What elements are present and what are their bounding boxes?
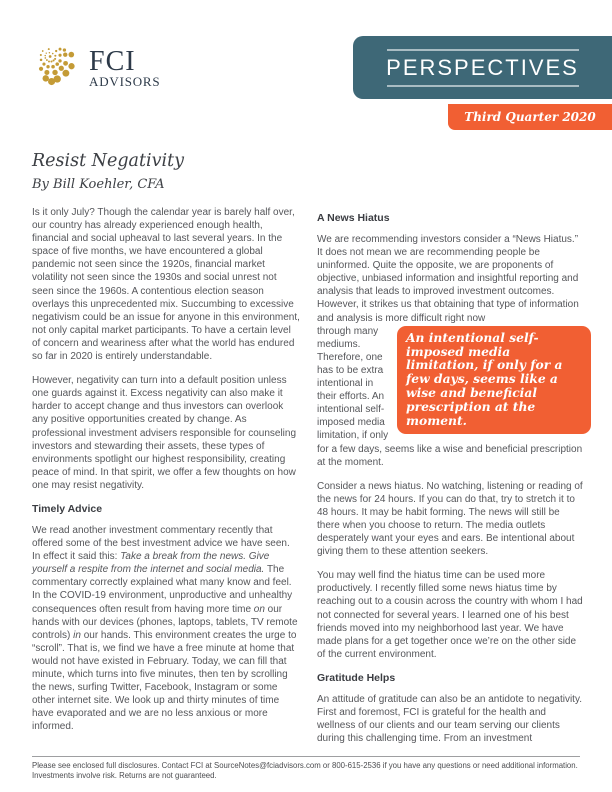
quarter-tag xyxy=(448,104,612,130)
quarter-tag-label: Third Quarter 2020 xyxy=(464,110,596,124)
pull-quote: An intentional self-imposed media limitation, if only for a few days, seems like a wise and beneficial prescription at the moment. xyxy=(397,326,591,434)
logo-text xyxy=(89,46,161,89)
text: The commentary correctly explained what many know and feel. In the COVID-19 environment, unproductive and unhealthy consequences often result from having more time xyxy=(32,564,293,615)
fci-globe-icon xyxy=(36,45,82,93)
text: An attitude of gratitude can also be an antidote to negativity. First and foremost, FCI is grateful for the health and wellness of our clients and our team serving our clients during this challenging time. From an investment xyxy=(317,693,582,745)
paragraph: We are recommending investors consider a “News Hiatus.” It does not mean we are recommending people be uninformed. Quite the opposite, we are proponents of objective, unbiased information and insightful reporting and analysis that leads to improved investment outcomes. However, it strikes us that obtaining that type of information and analysis is more difficult right now xyxy=(317,234,579,324)
paragraph xyxy=(32,206,300,363)
logo-acronym: FCI xyxy=(89,46,136,77)
paragraph-with-pullquote: An intentional self-imposed media limitation, if only for a few days, seems like a wise and beneficial prescription at the moment. through many mediums. Therefore, one has to be extra intentional in their efforts. An intentional self-imposed media limitation, if only for a few days, seems like a wise and beneficial prescription at the moment. xyxy=(317,325,585,469)
left-column xyxy=(32,206,300,756)
text: However, negativity can turn into a default position unless one guards against it. Excess negativity can also make it harder to accept change and thus investors can overlook any positive opportunities created by change. As professional investment advisers responsible for counseling investors and stewarding their assets, these types of environments spotlight our highest responsibility, creating peace of mind. In that spirit, we offer a few thoughts on how one may resist negativity. xyxy=(32,375,297,491)
logo-name: ADVISORS xyxy=(89,74,161,89)
article-body xyxy=(32,206,585,756)
banner-title: PERSPECTIVES xyxy=(386,54,579,80)
footer-divider xyxy=(32,756,580,757)
italic-text: on xyxy=(253,603,265,615)
text: You may well find the hiatus time can be used more productively. I recently filled some news hiatus time by reaching out to a cousin across the country with whom I had not connected for several years. I learned one of his best friends moved into my neighborhood last year. We have made plans for a get together once we’re on the other side of the current environment. xyxy=(317,570,583,660)
section-heading: Gratitude Helps xyxy=(317,671,396,684)
fci-logo xyxy=(36,45,160,93)
section-heading: Timely Advice xyxy=(32,502,103,515)
paragraph xyxy=(317,693,585,745)
italic-text: in xyxy=(73,629,81,641)
footer-line-2: Investments involve risk. Returns are not guaranteed. xyxy=(32,771,217,780)
article-title: Resist Negativity xyxy=(32,151,185,171)
right-column xyxy=(317,206,585,756)
section-heading: A News Hiatus xyxy=(317,212,390,224)
italic-text: Take a break from the news. Give yourself a respite from the internet and social media. xyxy=(32,551,270,576)
paragraph xyxy=(317,569,585,661)
text: our hands with our devices (phones, laptops, tablets, TV remote controls) xyxy=(32,603,298,641)
paragraph xyxy=(32,524,300,734)
text: our hands. This environment creates the urge to “scroll”. That is, we find we have a free minute at home that would not have existed in February. Today, we can fill that minute, which turns into five minutes, then ten by scrolling the news, surfing Twitter, Facebook, Instagram or some other internet site. We look up and thirty minutes of time have evaporated and we are no less anxious or more informed. xyxy=(32,629,297,733)
banner-rule-top xyxy=(387,49,579,51)
footer-line-1: Please see enclosed full disclosures. Contact FCI at SourceNotes@fciadvisors.com or 800-615-2536 if you have any questions or need additional information. xyxy=(32,761,578,770)
paragraph xyxy=(317,480,585,559)
banner-rule-bottom xyxy=(387,85,579,87)
text: Consider a news hiatus. No watching, listening or reading of the news for 24 hours. If you can do that, try to stretch it to 48 hours. It may be habit forming. The news will still be there when you choose to return. The media outlets desperately want your eyes and ears. Be intentional about giving them to these attention seekers. xyxy=(317,480,583,558)
text: We read another investment commentary recently that offered some of the best investment advice we have seen. In effect it said this: xyxy=(32,524,290,563)
text: Is it only July? Though the calendar year is barely half over, our country has already experienced enough health, financial and social upheaval to last several years. In the space of five months, we have encountered a global pandemic not seen since the 1920s, financial market volatility not seen since the 1930s and social unrest not seen since the 1960s. A contentious election season overlays this unprecedented mix. Succumbing to excessive negativism could be an issue for anyone in this environment, not only capital market participants. To have a certain level of concern and weariness after what the world has endured so far in 2020 is entirely understandable. xyxy=(32,207,300,363)
perspectives-banner xyxy=(353,36,612,99)
paragraph xyxy=(32,374,300,492)
article-byline: By Bill Koehler, CFA xyxy=(32,177,165,192)
